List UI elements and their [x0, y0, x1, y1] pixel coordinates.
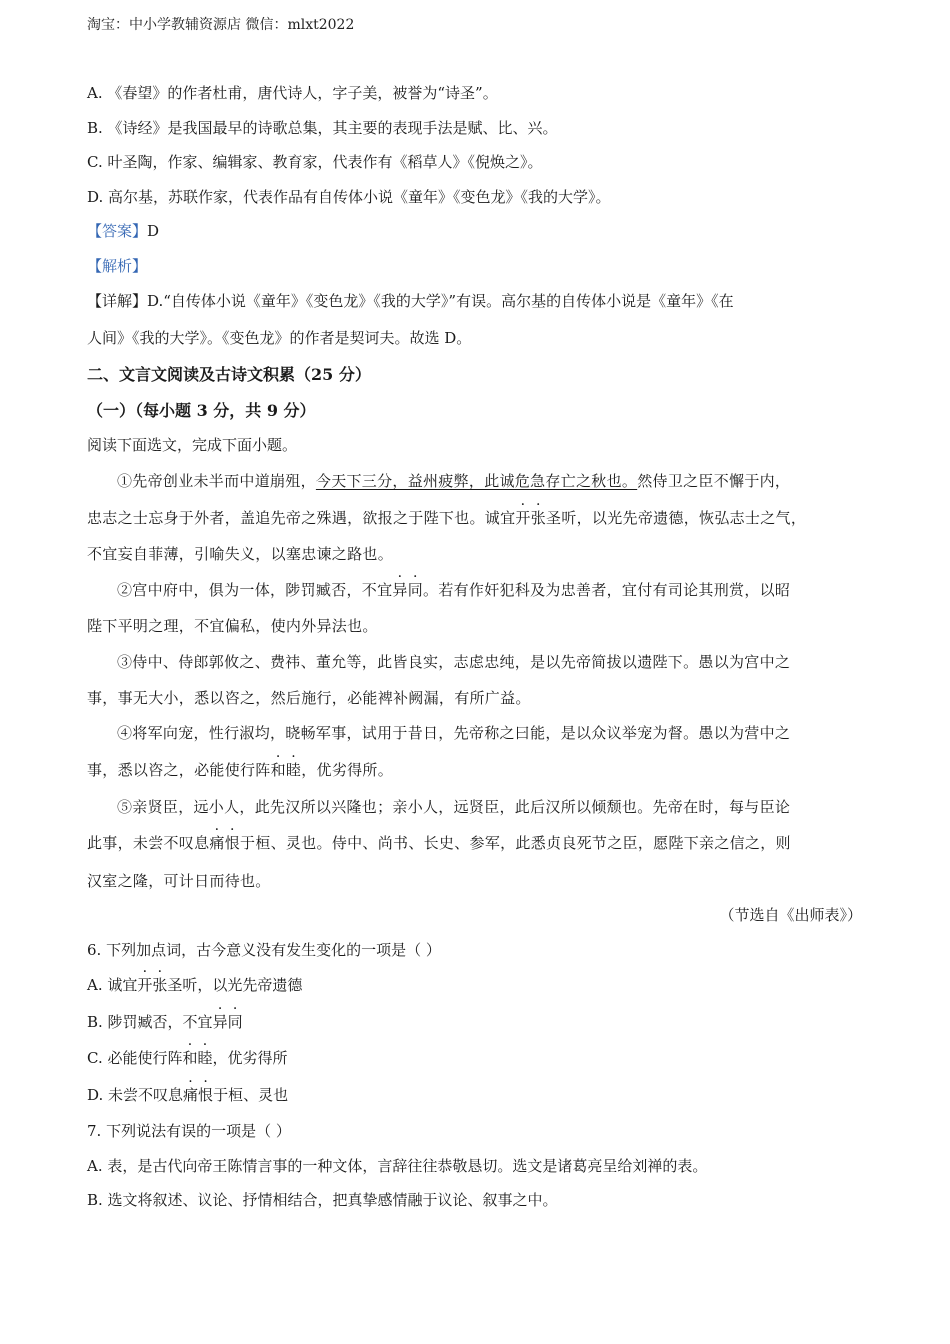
q6-option-a: [87, 974, 302, 995]
section-title: 二、文言文阅读及古诗文积累（25 分）: [87, 365, 371, 384]
dotted-char: 同: [227, 1013, 243, 1031]
text: ①先帝创业未半而中道崩殂，: [117, 472, 316, 490]
dotted-char: 睦: [197, 1049, 213, 1067]
dotted-char: 和: [182, 1049, 198, 1067]
passage-p1-line1: [117, 470, 790, 491]
text: 。若有作奸犯科及为忠善者，宜付有司论其刑赏，以昭: [423, 581, 791, 599]
subsection-title: （一）（每小题 3 分，共 9 分）: [87, 401, 316, 420]
text: D. 未尝不叹息: [87, 1086, 184, 1104]
answer-label: 【答案】: [87, 222, 148, 240]
text: ②宫中府中，俱为一体，陟罚臧否，不宜: [117, 581, 393, 599]
dotted-char: 痛: [183, 1086, 199, 1104]
dotted-char: 异: [392, 581, 408, 599]
dotted-char: 和: [270, 761, 286, 779]
text: 圣听，以光先帝遗德: [167, 976, 303, 994]
passage-p3-line2: 事，事无大小，悉以咨之，然后施行，必能裨补阙漏，有所广益。: [87, 689, 531, 707]
passage-p1-line2: [87, 507, 806, 528]
dotted-char: 异: [212, 1013, 228, 1031]
option-c: C. 叶圣陶，作家、编辑家、教育家，代表作有《稻草人》《倪焕之》。: [87, 153, 543, 171]
text: ，优劣得所。: [301, 761, 394, 779]
dotted-char: 恨: [198, 1086, 214, 1104]
dotted-char: 痛: [209, 834, 225, 852]
detail-line-2: 人间》《我的大学》。《变色龙》的作者是契诃夫。故选 D。: [87, 329, 472, 347]
underlined-sentence: 今天下三分，益州疲弊，此诚危急存亡之秋也。: [315, 472, 638, 490]
dotted-char: 张: [152, 976, 168, 994]
text: 圣听，以光先帝遗德，恢弘志士之气，: [546, 509, 807, 527]
option-a: A. 《春望》的作者杜甫，唐代诗人，字子美，被誉为“诗圣”。: [87, 84, 498, 102]
detail-line-1: 【详解】D.“自传体小说《童年》《变色龙》《我的大学》”有误。高尔基的自传体小说是《童年》《在: [87, 292, 734, 310]
answer-line: [87, 220, 159, 241]
dotted-char: 开: [515, 509, 531, 527]
option-d: D. 高尔基，苏联作家，代表作品有自传体小说《童年》《变色龙》《我的大学》。: [87, 188, 611, 206]
q7-option-b: B. 选文将叙述、议论、抒情相结合，把真挚感情融于议论、叙事之中。: [87, 1191, 558, 1209]
text: 于桓、灵也。侍中、尚书、长史、参军，此悉贞良死节之臣，愿陛下亲之信之，则: [240, 834, 791, 852]
q6-option-b: [87, 1011, 243, 1032]
passage-p5-line3: 汉室之隆，可计日而待也。: [87, 872, 271, 890]
text: ，优劣得所: [212, 1049, 288, 1067]
passage-p2-line1: [117, 579, 790, 600]
text: C. 必能使行阵: [87, 1049, 183, 1067]
text: 然侍卫之臣不懈于内，: [637, 472, 791, 490]
dotted-char: 恨: [224, 834, 241, 852]
passage-p2-line2: 陛下平明之理，不宜偏私，使内外异法也。: [87, 617, 378, 635]
question-6-stem: 6. 下列加点词，古今意义没有发生变化的一项是（ ）: [87, 941, 441, 959]
passage-p3-line1: ③侍中、侍郎郭攸之、费祎、董允等，此皆良实，志虑忠纯，是以先帝简拔以遗陛下。愚以为宫中之: [117, 653, 791, 671]
dotted-char: 同: [407, 581, 424, 599]
passage-p5-line2: [87, 832, 791, 853]
analysis-label: 【解析】: [87, 257, 148, 275]
text: 于桓、灵也: [213, 1086, 289, 1104]
text: 忠志之士忘身于外者，盖追先帝之殊遇，欲报之于陛下也。诚宜: [87, 509, 516, 527]
dotted-char: 睦: [285, 761, 302, 779]
passage-p5-line1: ⑤亲贤臣，远小人，此先汉所以兴隆也；亲小人，远贤臣，此后汉所以倾颓也。先帝在时，每与臣论: [117, 798, 791, 816]
q7-option-a: A. 表，是古代向帝王陈情言事的一种文体，言辞往往恭敬恳切。选文是诸葛亮呈给刘禅的表。: [87, 1157, 708, 1175]
dotted-char: 开: [137, 976, 153, 994]
text: 事，悉以咨之，必能使行阵: [87, 761, 271, 779]
answer-value: D: [147, 222, 160, 240]
passage-p1-line3: 不宜妄自菲薄，引喻失义，以塞忠谏之路也。: [87, 545, 394, 563]
q6-option-d: [87, 1084, 288, 1105]
option-b: B. 《诗经》是我国最早的诗歌总集，其主要的表现手法是赋、比、兴。: [87, 119, 558, 137]
q6-option-c: [87, 1047, 288, 1068]
text: A. 诚宜: [87, 976, 138, 994]
text: 此事，未尝不叹息: [87, 834, 210, 852]
question-7-stem: 7. 下列说法有误的一项是（ ）: [87, 1122, 291, 1140]
passage-p4-line2: [87, 759, 393, 780]
dotted-char: 张: [530, 509, 547, 527]
text: B. 陟罚臧否，不宜: [87, 1013, 213, 1031]
page-header: 淘宝：中小学教辅资源店 微信：mlxt2022: [87, 17, 355, 33]
reading-instruction: 阅读下面选文，完成下面小题。: [87, 436, 298, 454]
passage-p4-line1: ④将军向宠，性行淑均，晓畅军事，试用于昔日，先帝称之曰能，是以众议举宠为督。愚以为营中之: [117, 724, 791, 742]
passage-source: （节选自《出师表》）: [719, 906, 862, 924]
